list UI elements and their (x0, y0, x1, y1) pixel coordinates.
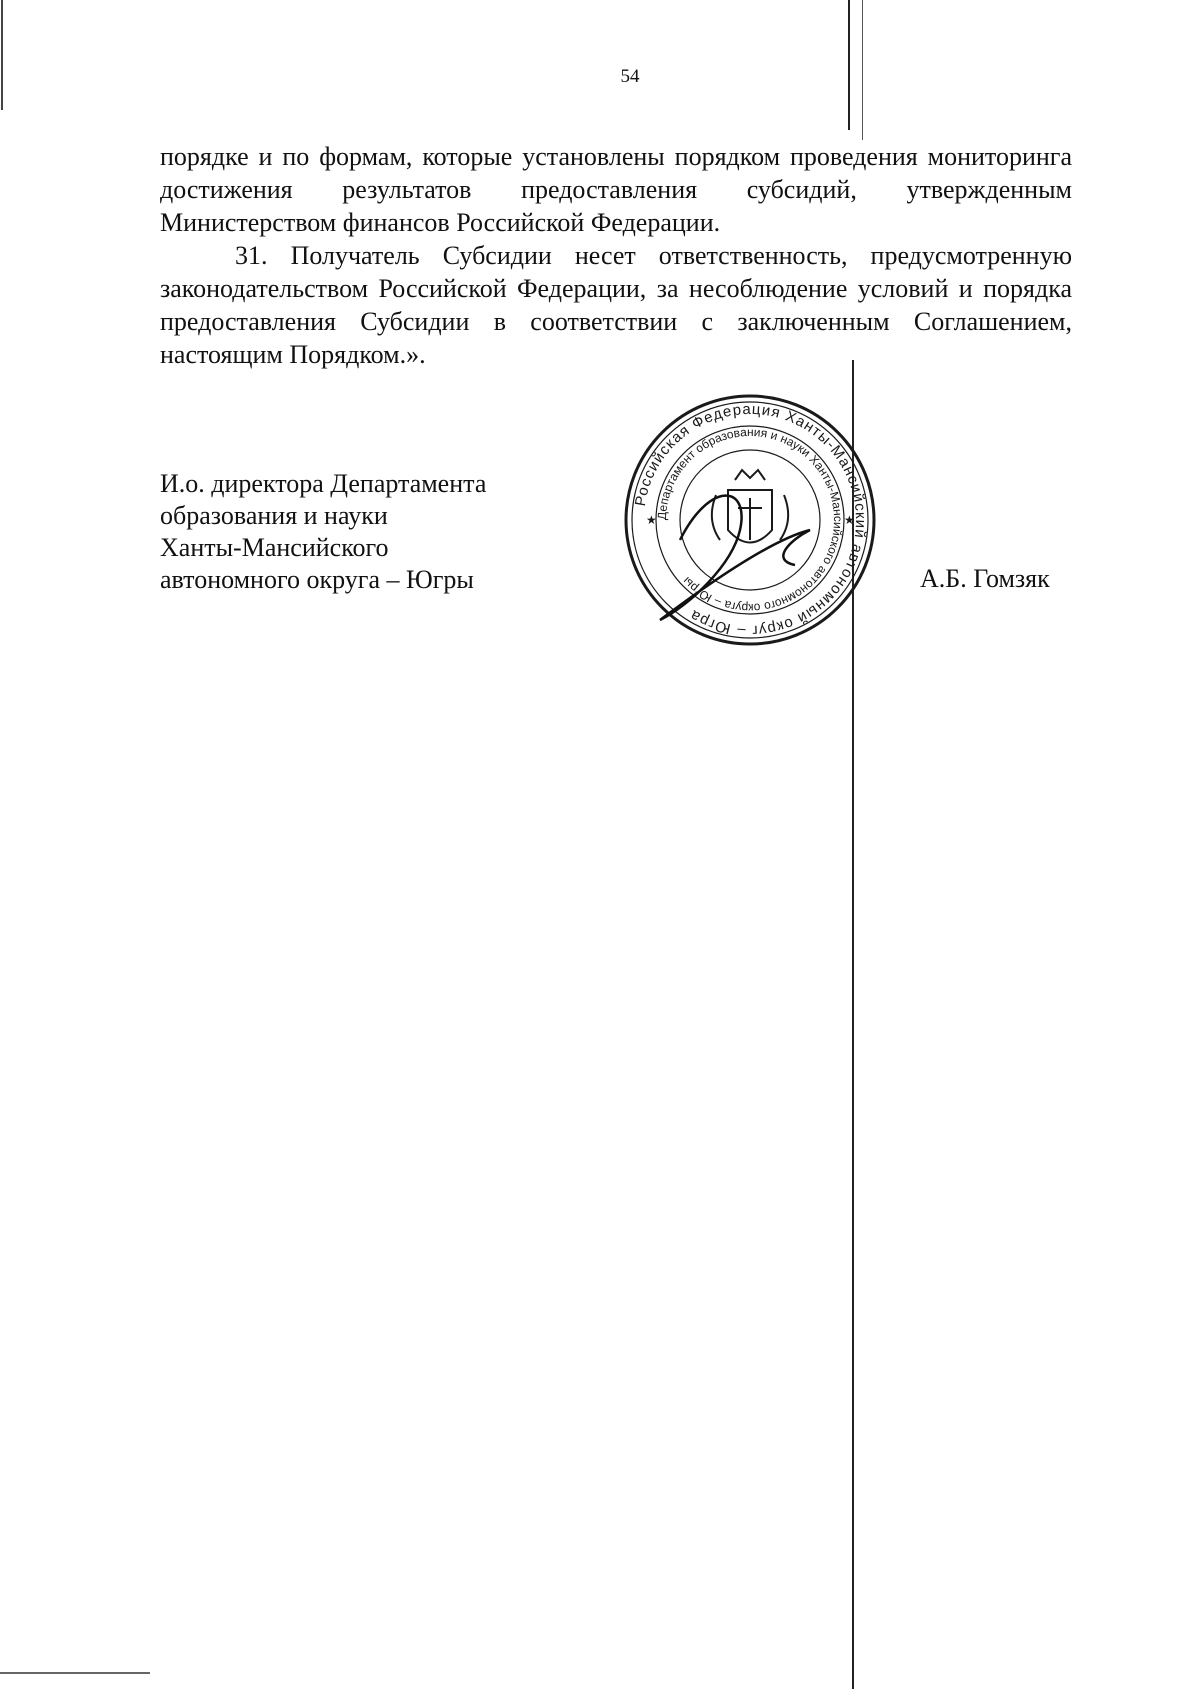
svg-text:★: ★ (844, 513, 855, 527)
paragraph-continuation: порядке и по формам, которые установлены порядком проведения мониторинга достижения результатов предоставления субсидий, утвержденным Министерством финансов Российской Федерации. (160, 142, 1072, 237)
signatory-title (160, 468, 486, 596)
signatory-title-line: автономного округа – Югры (160, 565, 474, 594)
signatory-title-line: Ханты-Мансийского (160, 533, 389, 562)
coat-of-arms-icon (712, 470, 788, 543)
signatory-title-line: И.о. директора Департамента (160, 469, 487, 498)
seal-outer-text: Российская Федерация Ханты-Мансийский автономный округ – Югра (631, 400, 870, 640)
seal-inner-text: Департамент образования и науки Ханты-Мансийского автономного округа – Югры (654, 424, 846, 616)
svg-text:★: ★ (646, 513, 657, 527)
official-seal-icon (620, 390, 880, 650)
page-number: 54 (620, 66, 640, 87)
document-body (160, 140, 1072, 371)
signatory-title-line: образования и науки (160, 501, 388, 530)
scan-artifact-line (848, 0, 850, 130)
scan-artifact-line (0, 1672, 150, 1674)
signatory-name: А.Б. Гомзяк (920, 564, 1050, 593)
scan-artifact-line (862, 0, 863, 140)
scan-artifact-line (1, 0, 3, 110)
paragraph-31: 31. Получатель Субсидии несет ответственность, предусмотренную законодательством Российской Федерации, за несоблюдение условий и порядка предоставления Субсидии в соответствии с заключенным Соглашением, настоящим Порядком.». (160, 241, 1072, 369)
